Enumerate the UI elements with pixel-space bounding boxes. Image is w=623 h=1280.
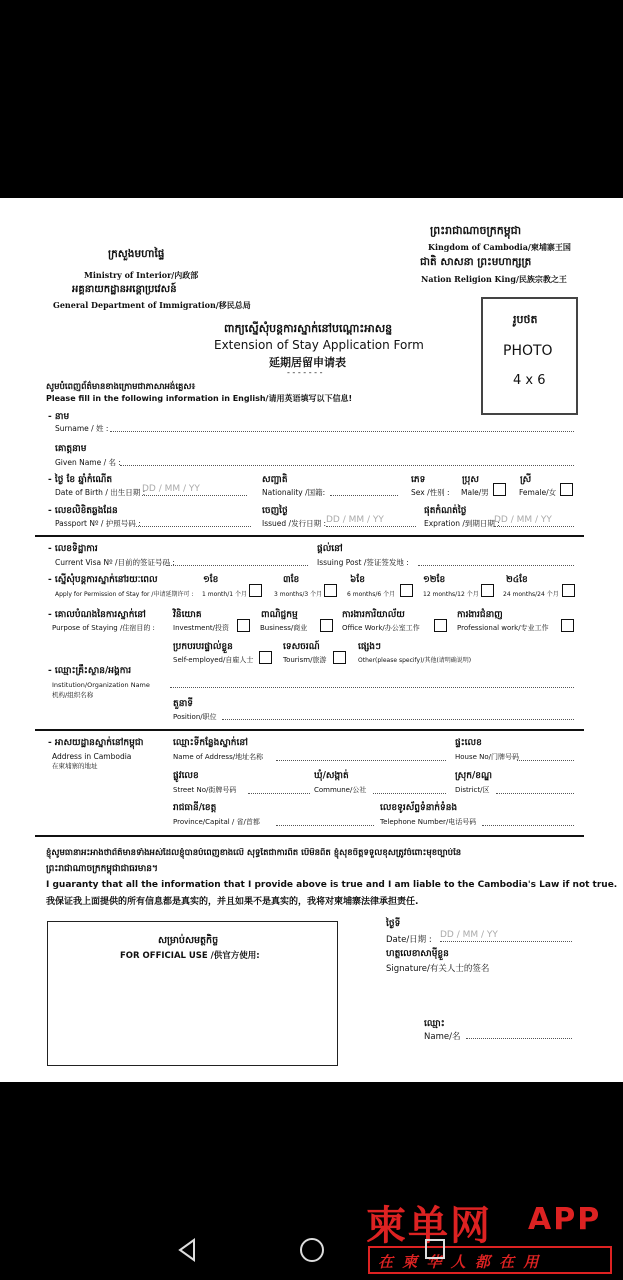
district-label: District/区 — [455, 786, 490, 794]
male-checkbox[interactable] — [493, 483, 506, 496]
house-no-field[interactable] — [517, 751, 574, 761]
inv-km: វិនិយោគ — [173, 610, 202, 620]
title-cn: 延期居留申请表 — [269, 356, 346, 369]
sex-label: Sex /性别 : — [411, 488, 450, 497]
official-km: សម្រាប់សមត្ថកិច្ច — [158, 935, 219, 946]
visa-km: - លេខទិដ្ឋាការ — [48, 544, 98, 554]
issued-label: Issued /发行日期 : — [262, 519, 326, 528]
inst-cn: 机构/组织名称 — [52, 691, 94, 699]
dept-km: អគ្គនាយកដ្ឋានអន្តោប្រវេសន៍ — [72, 284, 177, 295]
sex-km: ភេទ — [411, 475, 426, 485]
tel-km: លេខទូរស័ព្ទទំនាក់ទំនង — [380, 803, 458, 813]
province-km: រាជធានី/ខេត្ត — [173, 803, 217, 813]
passport-field[interactable] — [136, 517, 251, 527]
province-label: Province/Capital / 省/首都 — [173, 818, 260, 826]
declaration-km-2: ព្រះរាជាណាចក្រកម្ពុជាជាធរមាន។ — [46, 864, 158, 874]
watermark-slogan-box — [368, 1246, 612, 1274]
pos-km: តួនាទី — [173, 699, 193, 709]
duration-24-months-checkbox[interactable] — [562, 584, 575, 597]
m1-km: ១ខែ — [203, 575, 219, 585]
watermark-app: APP — [528, 1202, 602, 1237]
self-km: ប្រកបរបរផ្ទាល់ខ្លួន — [173, 642, 233, 652]
m3-km: ៣ខែ — [283, 575, 300, 585]
house-km: ផ្ទះលេខ — [455, 738, 482, 748]
addr-km: - អាសយដ្ឋានស្នាក់នៅកម្ពុជា — [48, 738, 144, 748]
post-km: ផ្តល់នៅ — [317, 544, 343, 554]
self-label: Self-employed/自雇人士 — [173, 656, 254, 664]
official-label: FOR OFFICIAL USE /供官方使用: — [120, 951, 260, 961]
purpose-km: - គោលបំណងនៃការស្នាក់នៅ — [48, 610, 146, 620]
inst-km: - ឈ្មោះគ្រឹះស្ថាន/អង្គការ — [48, 666, 132, 676]
visa-field[interactable] — [166, 556, 308, 566]
watermark-slogan: 在 柬 华 人 都 在 用 — [378, 1253, 541, 1271]
kingdom-en: Kingdom of Cambodia/柬埔寨王国 — [428, 242, 571, 252]
recents-icon — [424, 1238, 448, 1262]
apply-label: Apply for Permission of Stay for /申请延期许可 : — [55, 591, 194, 598]
divider — [35, 729, 584, 731]
inst-label: Institution/Organization Name — [52, 681, 150, 689]
duration-12-months-checkbox[interactable] — [481, 584, 494, 597]
off-km: ការងារការិយាល័យ — [342, 610, 405, 620]
female-label: Female/女 — [519, 488, 557, 497]
m6-km: ៦ខែ — [350, 575, 365, 585]
address-name-field[interactable] — [276, 751, 446, 761]
m6-label: 6 months/6 个月 — [347, 591, 396, 598]
photo-size: 4 x 6 — [513, 373, 546, 388]
duration-6-months-checkbox[interactable] — [400, 584, 413, 597]
declaration-en: I guaranty that all the information that I provide above is true and I am liable to the Cambodia's Law if not true. — [46, 880, 618, 890]
commune-km: ឃុំ/សង្កាត់ — [314, 771, 349, 781]
watermark-logo: 柬单网 — [366, 1203, 492, 1249]
duration-1-month-checkbox[interactable] — [249, 584, 262, 597]
commune-field[interactable] — [373, 784, 446, 794]
m24-label: 24 months/24 个月 — [503, 591, 559, 598]
m24-km: ២៤ខែ — [506, 575, 528, 585]
ministry-en: Ministry of Interior/内政部 — [84, 270, 199, 280]
title-dashes: - - - - - - - — [287, 368, 323, 377]
home-button[interactable] — [299, 1237, 325, 1267]
purpose-investment-checkbox[interactable] — [237, 619, 250, 632]
motto-en: Nation Religion King/民族宗教之王 — [421, 274, 567, 284]
name-sign-km: ឈ្មោះ — [424, 1019, 445, 1029]
m3-label: 3 months/3 个月 — [274, 591, 323, 598]
province-field[interactable] — [276, 816, 374, 826]
navigation-bar — [0, 1082, 623, 1280]
name-label: Name of Address/地址名称 — [173, 753, 264, 761]
issued-field[interactable]: DD / MM / YY — [326, 515, 416, 527]
pro-label: Professional work/专业工作 — [457, 624, 549, 632]
title-km: ពាក្យស្នើសុំបន្តការស្នាក់នៅបណ្ដោះអាសន្ន — [224, 322, 393, 335]
form-title: Extension of Stay Application Form — [214, 338, 424, 352]
given-label: Given Name / 名 : — [55, 458, 121, 467]
declaration-cn: 我保证我上面提供的所有信息都是真实的，并且如果不是真实的，我将对柬埔寨法律承担责任. — [46, 897, 419, 907]
date-label: Date/日期 : — [386, 935, 432, 945]
post-label: Issuing Post /签证签发地 : — [317, 558, 409, 567]
purpose-business-checkbox[interactable] — [320, 619, 333, 632]
commune-label: Commune/公社 — [314, 786, 367, 794]
pos-label: Position/职位 — [173, 713, 217, 721]
tour-label: Tourism/旅游 — [283, 656, 327, 664]
purpose-tourism-checkbox[interactable] — [333, 651, 346, 664]
exp-label: Expration /到期日期 : — [424, 519, 500, 528]
telephone-field[interactable] — [482, 816, 574, 826]
given-km: គោត្តនាម — [55, 444, 87, 454]
name-km: ឈ្មោះទីកន្លែងស្នាក់នៅ — [173, 738, 248, 748]
motto-km: ជាតិ សាសនា ព្រះមហាក្សត្រ — [420, 256, 532, 268]
recents-button[interactable] — [424, 1238, 448, 1266]
district-field[interactable] — [496, 784, 574, 794]
application-form — [0, 198, 623, 1082]
issued-km: ចេញថ្ងៃ — [262, 506, 288, 516]
divider — [35, 835, 584, 837]
instructions-en: Please fill in the following information in English/请用英语填写以下信息! — [46, 394, 353, 403]
dept-en: General Department of Immigration/移民总局 — [53, 300, 251, 310]
m12-label: 12 months/12 个月 — [423, 591, 479, 598]
male-label: Male/男 — [461, 488, 489, 497]
nat-km: សញ្ជាតិ — [262, 475, 288, 485]
back-button[interactable] — [176, 1238, 198, 1266]
female-km: ស្រី — [520, 475, 532, 485]
apply-km: - ស្នើសុំបន្តការស្នាក់នៅរយៈពេល — [48, 575, 158, 585]
street-no-field[interactable] — [248, 784, 310, 794]
surname-km: - នាម — [48, 412, 70, 422]
house-label: House No/门牌号码 — [455, 753, 520, 761]
instructions-km: សូមបំពេញព័ត៌មានខាងក្រោមជាភាសាអង់គ្លេស៖ — [46, 382, 196, 392]
female-checkbox[interactable] — [560, 483, 573, 496]
m12-km: ១២ខែ — [423, 575, 446, 585]
issuing-post-field[interactable] — [418, 556, 574, 566]
duration-3-months-checkbox[interactable] — [324, 584, 337, 597]
purpose-label: Purpose of Staying /住宿目的 : — [52, 624, 155, 632]
divider — [35, 535, 584, 537]
passport-label: Passport Nº / 护照号码 : — [55, 519, 141, 528]
kingdom-km: ព្រះរាជាណាចក្រកម្ពុជា — [430, 224, 522, 237]
male-km: ប្រុស — [462, 475, 479, 485]
name-sign-field[interactable] — [466, 1029, 572, 1039]
off-label: Office Work/办公室工作 — [342, 624, 420, 632]
exp-km: ផុតកំណត់ថ្ងៃ — [424, 506, 467, 516]
street-label: Street No/街牌号码 — [173, 786, 237, 794]
institution-field[interactable] — [170, 678, 574, 688]
given-name-field[interactable] — [120, 456, 574, 466]
addr-cn: 在柬埔寨的地址 — [52, 762, 98, 770]
other-label: Other(please specify)/其他(请明确说明) — [358, 657, 472, 664]
surname-field[interactable] — [110, 422, 574, 432]
position-field[interactable] — [222, 710, 574, 720]
home-icon — [299, 1237, 325, 1263]
purpose-self-employed-checkbox[interactable] — [259, 651, 272, 664]
other-km: ផ្សេងៗ — [358, 642, 381, 652]
tour-km: ទេសចរណ៍ — [283, 642, 320, 652]
nat-label: Nationality /国籍: — [262, 488, 326, 497]
official-use-box — [47, 921, 338, 1066]
district-km: ស្រុក/ខណ្ឌ — [455, 771, 492, 781]
tel-label: Telephone Number/电话号码 — [380, 818, 477, 826]
inv-label: Investment/投资 — [173, 624, 230, 632]
dob-label: Date of Birth / 出生日期 : — [55, 488, 146, 497]
passport-km: - លេខលិខិតឆ្លងដែន — [48, 506, 118, 516]
name-sign-label: Name/名 — [424, 1032, 461, 1042]
ministry-km: ក្រសួងមហាផ្ទៃ — [108, 248, 165, 260]
pro-km: ការងារជំនាញ — [457, 610, 503, 620]
surname-label: Surname / 姓 : — [55, 424, 109, 433]
back-icon — [176, 1238, 198, 1262]
photo-label: PHOTO — [503, 343, 553, 359]
purpose-office-work-checkbox[interactable] — [434, 619, 447, 632]
addr-label: Address in Cambodia — [52, 752, 132, 761]
bus-label: Business/商业 — [260, 624, 308, 632]
dob-km: - ថ្ងៃ ខែ ឆ្នាំកំណើត — [48, 475, 113, 485]
street-km: ផ្លូវលេខ — [173, 771, 199, 781]
signature-label: Signature/有关人士的签名 — [386, 964, 490, 974]
visa-label: Current Visa Nº /目前的签证号码 : — [55, 558, 175, 567]
m1-label: 1 month/1 个月 — [202, 591, 247, 598]
bus-km: ពាណិជ្ជកម្ម — [261, 610, 298, 620]
dob-field[interactable]: DD / MM / YY — [142, 484, 247, 496]
date-field[interactable]: DD / MM / YY — [440, 930, 572, 942]
purpose-professional-checkbox[interactable] — [561, 619, 574, 632]
sig-km: ហត្ថលេខាសាម៉ីខ្លួន — [386, 949, 449, 959]
nationality-field[interactable] — [330, 486, 398, 496]
photo-box[interactable] — [481, 297, 578, 415]
expiration-field[interactable]: DD / MM / YY — [494, 515, 574, 527]
declaration-km-1: ខ្ញុំសូមធានាអះអាងថាព័ត៌មានទាំងអស់ដែលខ្ញុំបានបំពេញខាងលើ សុទ្ធតែជាការពិត បើមិនពិត ខ្ញុំសុខចិត្តទទួលខុសត្រូវចំពោះមុខច្បាប់នៃ — [46, 848, 462, 858]
photo-km: រូបថត — [513, 313, 538, 326]
date-km: ថ្ងៃទី — [386, 919, 401, 929]
